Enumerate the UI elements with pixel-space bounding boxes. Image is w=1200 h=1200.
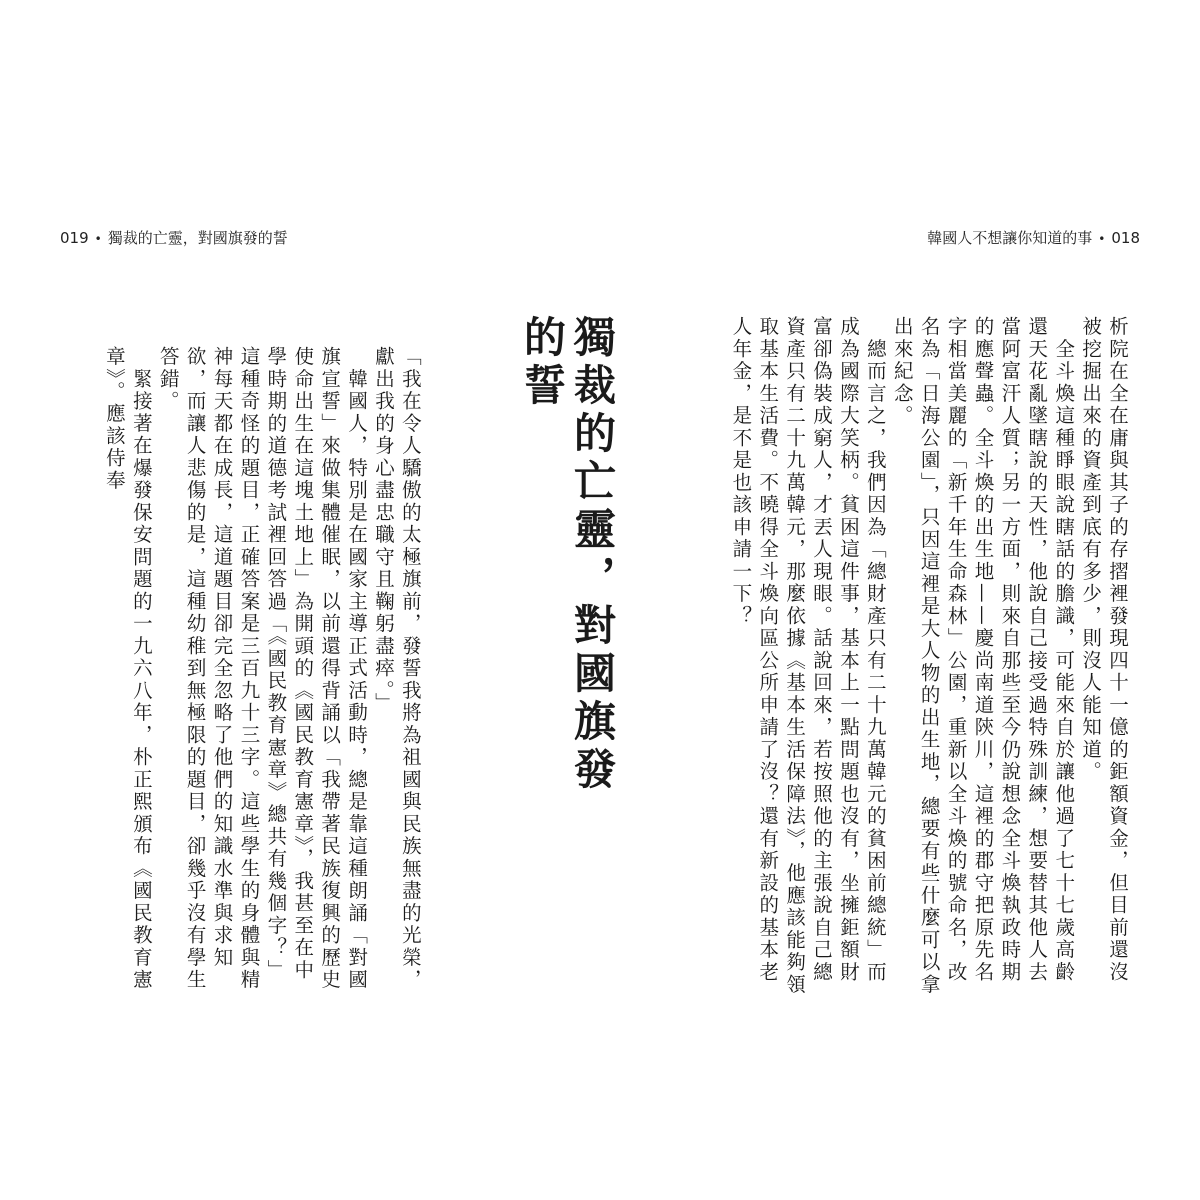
right-paragraph-2: 全斗煥這種睜眼說瞎話的膽識，可能來自於讓他過了七十七歲高齡還天花亂墜瞎說的天性，他說自己接受過特殊訓練，想要替其他人去當阿富汗人質；另一方面，則來自那些至今仍說想念全斗煥執政時期的應聲蟲。全斗煥的出生地——慶尚南道陝川，這裡的郡守把原先名字相當美麗的「新千年生命森林」公園，重新以全斗煥的號命名，改名為「日海公園」，只因這裡是大人物的出生地，總要有些什麼可以拿出來紀念。: [890, 316, 1076, 996]
left-paragraph-2: 韓國人，特別是在國家主導正式活動時，總是靠這種朗誦「對國旗宣誓」來做集體催眠，以前還得背誦以「我帶著民族復興的歷史使命出生在這塊土地上」為開頭的《國民教育憲章》，我甚至在中學時期的道德考試裡回答過「《國民教育憲章》總共有幾個字？」這種奇怪的題目，正確答案是三百九十三字。這些學生的身體與精神每天都在成長，這道題目卻完全忽略了他們的知識水準與求知欲，而讓人悲傷的是，這種幼稚到無極限的題目，卻幾乎沒有學生答錯。: [156, 346, 369, 992]
right-page-body: [726, 316, 1130, 996]
header-separator-left: •: [94, 232, 102, 246]
chapter-heading: 獨裁的亡靈，對國旗發的誓: [518, 315, 617, 795]
left-paragraph-3: 緊接著在爆發保安問題的一九六八年，朴正熙頒布《國民教育憲章》。應該侍奉: [102, 346, 153, 992]
header-left: [60, 226, 288, 250]
running-head-chapter: 獨裁的亡靈，對國旗發的誓: [107, 229, 288, 247]
left-paragraph-1: 「我在令人驕傲的太極旗前，發誓我將為祖國與民族無盡的光榮，獻出我的身心盡忠職守且鞠躬盡瘁。」: [371, 346, 422, 992]
left-page-body: [100, 346, 423, 996]
header-separator-right: •: [1098, 232, 1106, 246]
right-paragraph-1: 析院在全在庸與其子的存摺裡發現四十一億的鉅額資金，但目前還沒被挖掘出來的資產到底有多少，則沒人能知道。: [1079, 316, 1129, 984]
page-number-left: 019: [60, 229, 89, 247]
right-paragraph-3: 總而言之，我們因為「總財產只有二十九萬韓元的貧困前總統」而成為國際大笑柄。貧困這件事，基本上一點問題也沒有，坐擁鉅額財富卻偽裝成窮人，才丟人現眼。話說回來，若按照他的主張說自己總資產只有二十九萬韓元，那麼依據《基本生活保障法》，他應該能夠領取基本生活費。不曉得全斗煥向區公所申請了沒？還有新設的基本老人年金，是不是也該申請一下？: [729, 316, 887, 996]
page-number-right: 018: [1111, 229, 1140, 247]
running-head-book-title: 韓國人不想讓你知道的事: [927, 229, 1093, 247]
header-right: [927, 226, 1140, 250]
